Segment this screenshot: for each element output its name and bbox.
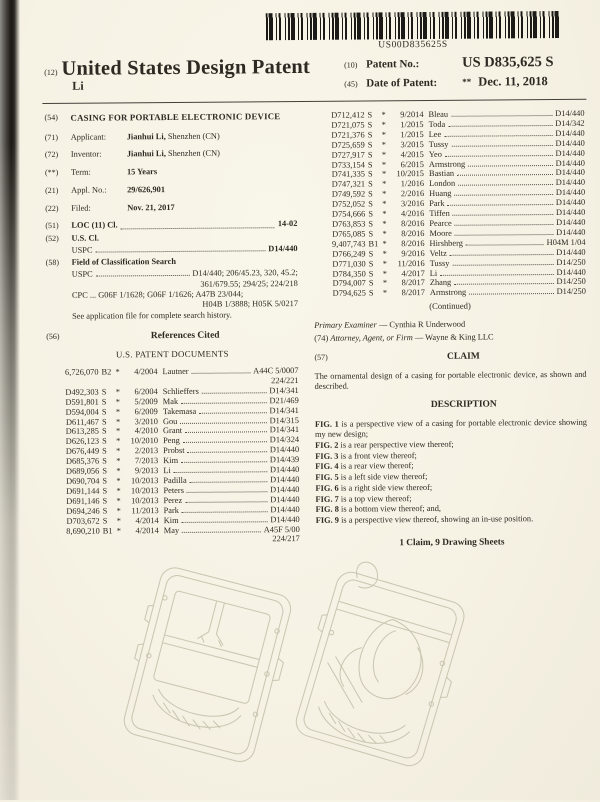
- dot-leader: [202, 392, 267, 394]
- examiner-name: — Cynthia R Underwood: [378, 319, 466, 330]
- dot-leader: [466, 244, 544, 246]
- dot-leader: [185, 432, 267, 434]
- patent-author: Li: [72, 78, 84, 93]
- attorney-line: (74) Attorney, Agent, or Firm — Wayne & King LLC: [314, 332, 494, 343]
- dot-leader: [454, 283, 553, 285]
- loc-value: 14-02: [277, 219, 298, 229]
- appl-no-field: (21) Appl. No.: 29/626,901: [45, 184, 297, 196]
- table-row: D794,625 S * 8/2017 Armstrong D14/250: [332, 287, 586, 299]
- loc-label: LOC (11) Cl.: [71, 220, 118, 231]
- primary-examiner-line: Primary Examiner — Cynthia R Underwood: [314, 319, 466, 330]
- applicant-field: (71) Applicant: Jianhui Li, Shenzhen (CN): [44, 131, 220, 142]
- table-row: D712,412 S * 9/2014 Bleau D14/440: [331, 108, 585, 120]
- table-row: D691,144 S * 10/2013 Peters D14/440: [66, 484, 300, 496]
- table-row: D694,246 S * 11/2013 Park D14/440: [66, 504, 300, 516]
- field-search-cpc: CPC ... G06F 1/1628; G06F 1/1626; A47B 23/044;: [71, 289, 244, 300]
- invention-title: (54) CASING FOR PORTABLE ELECTRONIC DEVICE: [44, 111, 296, 124]
- continued-label: (Continued): [429, 300, 471, 312]
- dot-leader: [469, 293, 553, 295]
- field-search-label: Field of Classification Search: [71, 257, 176, 268]
- date-label: Date of Patent:: [366, 76, 438, 90]
- field-search-uspc: USPC D14/440; 206/45.23, 320, 45.2;: [71, 268, 298, 280]
- drawing-sheets-note: 1 Claim, 9 Drawing Sheets: [399, 537, 505, 549]
- table-row: D747,321 S * 1/2016 London D14/440: [331, 178, 586, 190]
- filed-value: Nov. 21, 2017: [127, 202, 175, 213]
- dot-leader: [453, 214, 553, 216]
- figure-description-line: FIG. 9 is a perspective view thereof, showing an in-use position.: [315, 514, 534, 525]
- dot-leader: [96, 250, 266, 252]
- invention-title-text: CASING FOR PORTABLE ELECTRONIC DEVICE: [70, 111, 281, 123]
- dot-leader: [192, 372, 251, 373]
- dot-leader: [455, 224, 553, 226]
- drawing-sheet-preview: [2, 543, 600, 798]
- date-tag: (45): [344, 79, 358, 89]
- table-row: D676,449 S * 2/2013 Probst D14/440: [65, 445, 300, 457]
- dot-leader: [182, 531, 261, 533]
- dot-leader: [174, 471, 267, 473]
- table-row: D771,030 S * 11/2016 Tussy D14/250: [332, 257, 586, 269]
- field-search-uspc-2: 361/679.55; 294/25; 224/218: [200, 278, 298, 289]
- table-row: D703,672 S * 4/2014 Kim D14/440: [66, 514, 300, 526]
- casing-perspective-drawing: [114, 550, 301, 791]
- patent-no-value: US D835,625 S: [462, 54, 554, 71]
- field-search-cpc-2: H04B 1/3888; H05K 5/0217: [202, 299, 299, 309]
- dot-leader: [448, 204, 553, 206]
- references-heading: (56) References Cited: [46, 330, 298, 344]
- dot-leader: [450, 254, 553, 256]
- figure-descriptions: [315, 418, 588, 527]
- us-cl-field: (52) U.S. Cl.: [45, 233, 99, 243]
- claim-text: The ornamental design of a casing for portable electronic device, as shown and described.: [314, 369, 587, 391]
- dot-leader: [183, 442, 267, 444]
- us-cl-label: U.S. Cl.: [71, 233, 99, 243]
- dot-leader: [96, 275, 190, 277]
- right-column: [312, 109, 587, 551]
- table-row: D690,704 S * 10/2013 Padilla D14/440: [66, 474, 300, 486]
- dot-leader: [445, 155, 553, 157]
- dot-leader: [121, 220, 275, 229]
- header-tag-12: (12): [44, 67, 58, 78]
- dot-leader: [182, 511, 267, 513]
- loc-class-field: (51) LOC (11) Cl. 14-02: [45, 219, 298, 231]
- table-row: D733,154 S * 6/2015 Armstrong D14/440: [331, 158, 585, 170]
- claim-title: CLAIM: [447, 351, 480, 363]
- claim-heading: (57) CLAIM: [314, 351, 586, 365]
- dot-leader: [457, 174, 553, 176]
- figure-description-line: FIG. 2 is a rear perspective view thereof;: [315, 439, 454, 450]
- date-value: ** Dec. 11, 2018: [462, 74, 548, 89]
- us-patent-documents-subtitle: U.S. PATENT DOCUMENTS: [115, 348, 229, 360]
- figure-description-line: FIG. 5 is a left side view thereof;: [315, 472, 428, 482]
- dot-leader: [190, 481, 267, 483]
- figure-description-line: FIG. 6 is a right side view thereof;: [315, 482, 433, 493]
- two-column-body: [44, 109, 587, 553]
- dot-leader: [182, 521, 268, 523]
- references-title: References Cited: [150, 330, 220, 341]
- dot-leader: [440, 274, 553, 276]
- references-table-right: [320, 109, 585, 299]
- table-row: D594,004 S * 6/2009 Takemasa D14/341: [65, 405, 299, 417]
- description-heading: [315, 399, 587, 413]
- dot-leader: [181, 402, 266, 404]
- description-title: DESCRIPTION: [430, 399, 497, 411]
- table-row: 8,690,210 B1 * 4/2014 May A45F 5/00 224/217: [66, 524, 300, 544]
- table-row: D754,666 S * 4/2016 Tiffen D14/440: [331, 207, 586, 219]
- table-row: D626,123 S * 10/2010 Peng D14/324: [65, 435, 300, 447]
- table-row: D763,853 S * 8/2016 Pearce D14/440: [332, 217, 586, 229]
- search-history-note: See application file for complete search history.: [72, 311, 232, 322]
- term-field: (**) Term: 15 Years: [45, 166, 297, 178]
- table-row: D752,052 S * 3/2016 Park D14/440: [331, 197, 586, 209]
- uspc-label: USPC: [71, 245, 93, 255]
- dot-leader: [448, 125, 552, 127]
- applicant-name: Jianhui Li,: [126, 131, 166, 142]
- figure-description-line: FIG. 7 is a top view thereof;: [315, 493, 412, 504]
- dot-leader: [181, 461, 267, 463]
- table-row: D749,592 S * 2/2016 Huang D14/440: [331, 188, 586, 199]
- dot-leader: [444, 135, 552, 137]
- uspc-value: D14/440: [268, 243, 298, 254]
- dot-leader: [452, 264, 553, 266]
- table-row: D727,917 S * 4/2015 Yeo D14/440: [331, 148, 585, 160]
- figure-description-line: FIG. 1 is a perspective view of a casing for portable electronic device showing my new design;: [314, 417, 587, 439]
- table-row: D741,335 S * 10/2015 Bastian D14/440: [331, 168, 586, 180]
- table-row: 6,726,070 B2 * 4/2004 Lautner A44C 5/0007 224/221: [64, 366, 299, 386]
- left-column: [44, 111, 299, 553]
- dot-leader: [180, 422, 266, 424]
- applicant-location: Shenzhen (CN): [167, 131, 220, 141]
- dot-leader: [187, 491, 267, 493]
- table-row: D591,801 S * 5/2009 Mak D21/469: [65, 395, 299, 407]
- inventor-location: Shenzhen (CN): [167, 149, 220, 159]
- page-title: United States Design Patent: [61, 55, 311, 80]
- barcode-block: [266, 11, 560, 51]
- table-row: D611,467 S * 3/2010 Gou D14/315: [65, 415, 299, 427]
- figure-description-line: FIG. 4 is a rear view thereof;: [315, 461, 414, 472]
- patent-no-tag: (10): [344, 60, 358, 70]
- table-row: D721,075 S * 1/2015 Toda D14/342: [331, 118, 585, 130]
- page-header: [44, 54, 582, 96]
- appl-no-value: 29/626,901: [127, 185, 166, 195]
- dot-leader: [199, 412, 266, 414]
- term-value: 15 Years: [126, 167, 158, 177]
- dot-leader: [451, 145, 552, 147]
- table-row: D492,303 S * 6/2004 Schlieffers D14/341: [65, 385, 299, 397]
- table-row: D685,376 S * 7/2013 Kim D14/439: [65, 455, 300, 467]
- double-asterisk: **: [462, 76, 472, 87]
- field-search: (58) Field of Classification Search: [45, 257, 176, 268]
- table-row: D784,350 S * 4/2017 Li D14/440: [332, 267, 586, 279]
- dot-leader: [188, 452, 267, 454]
- table-row: 9,407,743 B1 * 8/2016 Hirshberg H04M 1/04: [331, 237, 586, 249]
- header-divider: [42, 99, 586, 104]
- dot-leader: [454, 194, 552, 196]
- table-row: D691,146 S * 10/2013 Perez D14/440: [66, 494, 300, 506]
- dot-leader: [468, 165, 552, 167]
- barcode-text: US00D835625S: [378, 39, 448, 51]
- figure-description-line: FIG. 8 is a bottom view thereof; and,: [315, 504, 442, 515]
- figure-description-line: FIG. 3 is a front view thereof;: [315, 450, 417, 461]
- table-row: D613,285 S * 4/2010 Grant D14/341: [65, 425, 300, 437]
- patent-no-label: Patent No.:: [366, 58, 420, 71]
- inventor-name: Jianhui Li,: [126, 149, 166, 159]
- casing-rear-perspective-drawing: [290, 558, 472, 794]
- table-row: D794,007 S * 8/2017 Zhang D14/250: [332, 277, 586, 289]
- table-row: D689,056 S * 9/2013 Li D14/440: [65, 465, 300, 476]
- filed-field: (22) Filed: Nov. 21, 2017: [45, 202, 297, 214]
- dot-leader: [458, 184, 553, 186]
- uspc-line: [72, 244, 298, 256]
- dot-leader: [185, 501, 267, 503]
- attorney-name: — Wayne & King LLC: [414, 332, 494, 343]
- table-row: D766,249 S * 9/2016 Veltz D14/440: [332, 247, 586, 259]
- references-table-left: [54, 366, 299, 546]
- dot-leader: [455, 234, 553, 236]
- dot-leader: [451, 115, 552, 117]
- table-row: D725,659 S * 3/2015 Tussy D14/440: [331, 138, 585, 150]
- table-row: D721,376 S * 1/2015 Lee D14/440: [331, 128, 585, 140]
- inventor-field: (72) Inventor: Jianhui Li, Shenzhen (CN): [44, 149, 220, 160]
- table-row: D765,085 S * 8/2016 Moore D14/440: [332, 227, 586, 239]
- barcode-icon: [266, 11, 560, 40]
